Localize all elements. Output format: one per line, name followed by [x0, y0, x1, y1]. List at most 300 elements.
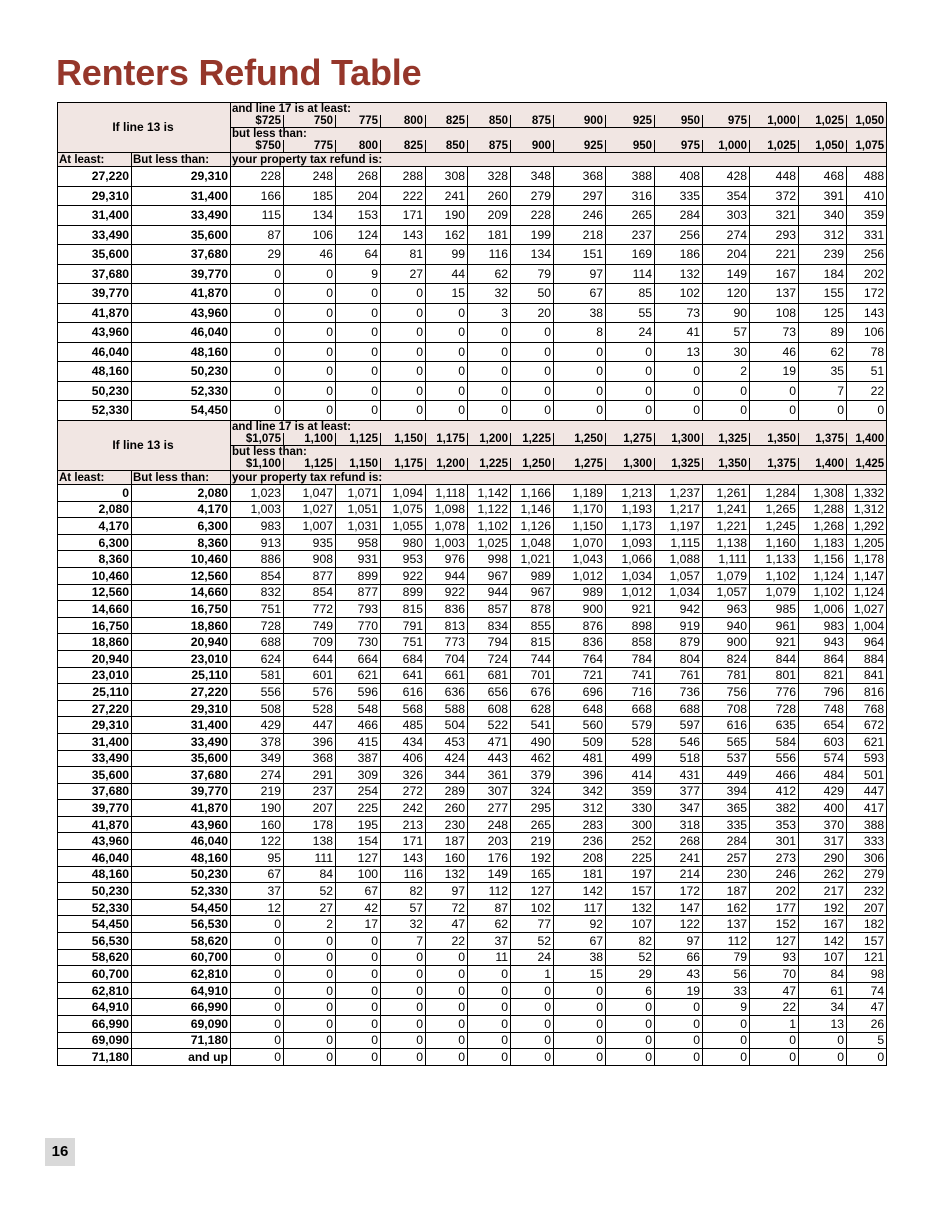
income-less-than: 27,220	[132, 684, 231, 701]
income-less-than: 37,680	[132, 245, 231, 265]
income-at-least: 60,700	[58, 966, 132, 983]
refund-value: 773	[426, 634, 468, 651]
page-number: 16	[45, 1138, 75, 1166]
refund-value: 537	[703, 750, 750, 767]
income-less-than: 46,040	[132, 323, 231, 343]
table-header	[58, 103, 887, 167]
at-least-value: 1,025	[799, 115, 847, 128]
refund-value: 518	[655, 750, 703, 767]
refund-value: 0	[655, 999, 703, 1016]
table-body	[58, 485, 887, 1066]
refund-value: 603	[799, 733, 847, 750]
refund-value: 0	[284, 1049, 336, 1066]
refund-value: 0	[381, 949, 426, 966]
refund-value: 100	[336, 866, 381, 883]
income-at-least: 18,860	[58, 634, 132, 651]
less-than-value: 1,200	[426, 458, 468, 471]
refund-value: 716	[606, 684, 655, 701]
refund-value: 791	[381, 617, 426, 634]
refund-value: 93	[750, 949, 799, 966]
refund-value: 0	[750, 1049, 799, 1066]
refund-value: 26	[847, 1016, 887, 1033]
refund-value: 219	[231, 783, 284, 800]
less-than-value: 1,075	[847, 140, 887, 153]
refund-value: 379	[511, 767, 554, 784]
refund-value: 99	[426, 245, 468, 265]
table-row	[58, 1016, 887, 1033]
at-least-value: 875	[511, 115, 554, 128]
refund-value: 209	[468, 206, 511, 226]
refund-value: 1,070	[554, 534, 606, 551]
income-at-least: 46,040	[58, 850, 132, 867]
refund-value: 499	[606, 750, 655, 767]
refund-value: 95	[231, 850, 284, 867]
income-less-than: 64,910	[132, 982, 231, 999]
income-at-least: 16,750	[58, 617, 132, 634]
refund-value: 324	[511, 783, 554, 800]
refund-value: 921	[750, 634, 799, 651]
refund-value: 0	[468, 982, 511, 999]
refund-value: 672	[847, 717, 887, 734]
refund-value: 749	[284, 617, 336, 634]
refund-value: 0	[426, 999, 468, 1016]
refund-value: 0	[606, 362, 655, 382]
refund-value: 0	[606, 1049, 655, 1066]
income-at-least: 48,160	[58, 866, 132, 883]
refund-value: 1,047	[284, 485, 336, 502]
refund-value: 241	[426, 186, 468, 206]
refund-value: 186	[655, 245, 703, 265]
refund-value: 382	[750, 800, 799, 817]
income-at-least: 29,310	[58, 186, 132, 206]
income-at-least: 41,870	[58, 303, 132, 323]
refund-value: 668	[606, 700, 655, 717]
refund-value: 134	[511, 245, 554, 265]
refund-value: 688	[655, 700, 703, 717]
refund-value: 165	[511, 866, 554, 883]
refund-value: 998	[468, 551, 511, 568]
refund-value: 0	[554, 982, 606, 999]
refund-value: 922	[381, 567, 426, 584]
refund-value: 1,093	[606, 534, 655, 551]
refund-value: 1,012	[554, 567, 606, 584]
refund-value: 1,173	[606, 518, 655, 535]
income-at-least: 50,230	[58, 883, 132, 900]
refund-value: 0	[511, 362, 554, 382]
refund-value: 122	[231, 833, 284, 850]
refund-value: 218	[554, 225, 606, 245]
refund-value: 1,142	[468, 485, 511, 502]
refund-value: 30	[703, 342, 750, 362]
refund-value: 1,166	[511, 485, 554, 502]
refund-value: 1,292	[847, 518, 887, 535]
refund-value: 0	[655, 1032, 703, 1049]
refund-value: 359	[606, 783, 655, 800]
refund-value: 0	[554, 1049, 606, 1066]
refund-value: 0	[554, 1032, 606, 1049]
less-than-value: 1,125	[284, 458, 336, 471]
income-less-than: 39,770	[132, 264, 231, 284]
refund-value: 178	[284, 816, 336, 833]
refund-table-1	[57, 102, 887, 421]
refund-value: 0	[231, 966, 284, 983]
refund-value: 864	[799, 650, 847, 667]
table-row	[58, 567, 887, 584]
less-than-value: 950	[606, 140, 655, 153]
refund-value: 277	[468, 800, 511, 817]
income-less-than: 50,230	[132, 866, 231, 883]
refund-value: 1,284	[750, 485, 799, 502]
refund-value: 92	[554, 916, 606, 933]
refund-value: 203	[468, 833, 511, 850]
refund-value: 44	[426, 264, 468, 284]
refund-value: 1,025	[468, 534, 511, 551]
refund-value: 214	[655, 866, 703, 883]
refund-value: 0	[468, 342, 511, 362]
income-less-than: 48,160	[132, 850, 231, 867]
at-least-value: 1,050	[847, 115, 887, 128]
refund-value: 0	[284, 1032, 336, 1049]
refund-value: 942	[655, 601, 703, 618]
refund-value: 0	[468, 362, 511, 382]
refund-value: 394	[703, 783, 750, 800]
table-row	[58, 186, 887, 206]
refund-value: 256	[655, 225, 703, 245]
refund-value: 391	[799, 186, 847, 206]
refund-value: 342	[554, 783, 606, 800]
refund-value: 462	[511, 750, 554, 767]
refund-value: 0	[606, 1016, 655, 1033]
at-least-value: 800	[381, 115, 426, 128]
refund-value: 62	[468, 916, 511, 933]
table-row	[58, 617, 887, 634]
refund-value: 1,147	[847, 567, 887, 584]
refund-value: 0	[231, 949, 284, 966]
refund-value: 344	[426, 767, 468, 784]
refund-value: 410	[847, 186, 887, 206]
income-at-least: 62,810	[58, 982, 132, 999]
table-row	[58, 717, 887, 734]
refund-value: 0	[655, 381, 703, 401]
income-less-than: 29,310	[132, 167, 231, 187]
refund-value: 488	[847, 167, 887, 187]
refund-value: 0	[336, 303, 381, 323]
refund-value: 187	[703, 883, 750, 900]
refund-value: 1,332	[847, 485, 887, 502]
refund-value: 0	[847, 1049, 887, 1066]
refund-value: 61	[799, 982, 847, 999]
refund-value: 0	[231, 381, 284, 401]
refund-value: 744	[511, 650, 554, 667]
refund-value: 443	[468, 750, 511, 767]
refund-value: 751	[381, 634, 426, 651]
income-less-than: 14,660	[132, 584, 231, 601]
refund-value: 62	[799, 342, 847, 362]
refund-value: 317	[799, 833, 847, 850]
refund-value: 74	[847, 982, 887, 999]
refund-value: 124	[336, 225, 381, 245]
refund-value: 574	[799, 750, 847, 767]
refund-value: 597	[655, 717, 703, 734]
refund-value: 1,138	[703, 534, 750, 551]
refund-value: 241	[655, 850, 703, 867]
refund-value: 0	[426, 381, 468, 401]
income-at-least: 27,220	[58, 700, 132, 717]
refund-value: 886	[231, 551, 284, 568]
refund-value: 1,004	[847, 617, 887, 634]
refund-value: 372	[750, 186, 799, 206]
refund-value: 15	[426, 284, 468, 304]
refund-value: 79	[703, 949, 750, 966]
refund-value: 331	[847, 225, 887, 245]
refund-value: 157	[606, 883, 655, 900]
less-than-value: 850	[426, 140, 468, 153]
table-row	[58, 584, 887, 601]
refund-value: 0	[231, 342, 284, 362]
refund-value: 1,027	[847, 601, 887, 618]
table-row	[58, 551, 887, 568]
refund-value: 641	[381, 667, 426, 684]
refund-value: 52	[284, 883, 336, 900]
refund-value: 222	[381, 186, 426, 206]
at-least-value: $725	[231, 115, 284, 128]
income-less-than: 10,460	[132, 551, 231, 568]
refund-value: 601	[284, 667, 336, 684]
refund-value: 388	[847, 816, 887, 833]
table-row	[58, 634, 887, 651]
table-row	[58, 362, 887, 382]
refund-value: 854	[231, 567, 284, 584]
table-row	[58, 1032, 887, 1049]
refund-value: 12	[231, 899, 284, 916]
refund-value: 207	[284, 800, 336, 817]
refund-value: 0	[426, 323, 468, 343]
refund-value: 378	[231, 733, 284, 750]
refund-value: 804	[655, 650, 703, 667]
refund-value: 42	[336, 899, 381, 916]
refund-value: 0	[284, 264, 336, 284]
refund-value: 246	[750, 866, 799, 883]
refund-value: 155	[799, 284, 847, 304]
refund-value: 989	[554, 584, 606, 601]
refund-value: 876	[554, 617, 606, 634]
refund-value: 508	[231, 700, 284, 717]
at-least-value: 825	[426, 115, 468, 128]
refund-value: 0	[511, 323, 554, 343]
refund-value: 0	[336, 966, 381, 983]
refund-value: 0	[426, 1032, 468, 1049]
refund-value: 854	[284, 584, 336, 601]
refund-value: 509	[554, 733, 606, 750]
refund-value: 273	[750, 850, 799, 867]
refund-value: 1,118	[426, 485, 468, 502]
table-row	[58, 401, 887, 421]
at-least-value: 850	[468, 115, 511, 128]
refund-value: 588	[426, 700, 468, 717]
income-less-than: 25,110	[132, 667, 231, 684]
refund-value: 57	[703, 323, 750, 343]
income-at-least: 52,330	[58, 899, 132, 916]
refund-value: 967	[511, 584, 554, 601]
table-row	[58, 833, 887, 850]
refund-value: 528	[606, 733, 655, 750]
refund-value: 361	[468, 767, 511, 784]
refund-value: 301	[750, 833, 799, 850]
refund-value: 0	[426, 362, 468, 382]
refund-value: 1,043	[554, 551, 606, 568]
refund-value: 584	[750, 733, 799, 750]
table-row	[58, 750, 887, 767]
refund-value: 22	[750, 999, 799, 1016]
table-row	[58, 866, 887, 883]
refund-value: 167	[750, 264, 799, 284]
refund-value: 143	[847, 303, 887, 323]
income-less-than: 33,490	[132, 733, 231, 750]
at-least-value: 1,250	[554, 433, 606, 446]
income-less-than: 60,700	[132, 949, 231, 966]
refund-value: 0	[799, 401, 847, 421]
refund-value: 1,012	[606, 584, 655, 601]
refund-value: 1,124	[847, 584, 887, 601]
refund-value: 1,034	[655, 584, 703, 601]
refund-value: 1,150	[554, 518, 606, 535]
refund-value: 0	[284, 933, 336, 950]
at-least-value: 1,300	[655, 433, 703, 446]
income-at-least: 56,530	[58, 933, 132, 950]
refund-value: 66	[655, 949, 703, 966]
income-less-than: 37,680	[132, 767, 231, 784]
refund-value: 528	[284, 700, 336, 717]
less-than-value: 800	[336, 140, 381, 153]
refund-value: 265	[606, 206, 655, 226]
refund-value: 370	[799, 816, 847, 833]
refund-value: 181	[468, 225, 511, 245]
refund-value: 1,006	[799, 601, 847, 618]
refund-value: 0	[554, 1016, 606, 1033]
refund-value: 0	[381, 303, 426, 323]
income-less-than: 56,530	[132, 916, 231, 933]
income-less-than: 23,010	[132, 650, 231, 667]
at-least-value: 1,125	[336, 433, 381, 446]
refund-value: 98	[847, 966, 887, 983]
less-than-value: 1,325	[655, 458, 703, 471]
refund-value: 0	[284, 362, 336, 382]
refund-value: 111	[284, 850, 336, 867]
refund-value: 116	[381, 866, 426, 883]
refund-value: 0	[381, 1049, 426, 1066]
refund-value: 0	[381, 342, 426, 362]
refund-value: 841	[847, 667, 887, 684]
refund-value: 721	[554, 667, 606, 684]
refund-value: 62	[468, 264, 511, 284]
less-than-value: 1,250	[511, 458, 554, 471]
refund-value: 171	[381, 833, 426, 850]
refund-value: 579	[606, 717, 655, 734]
refund-value: 0	[231, 323, 284, 343]
refund-value: 46	[284, 245, 336, 265]
refund-value: 0	[231, 264, 284, 284]
refund-value: 172	[655, 883, 703, 900]
refund-value: 106	[284, 225, 336, 245]
refund-value: 242	[381, 800, 426, 817]
less-than-value: 1,275	[554, 458, 606, 471]
refund-value: 768	[847, 700, 887, 717]
refund-value: 898	[606, 617, 655, 634]
refund-value: 608	[468, 700, 511, 717]
refund-value: 79	[511, 264, 554, 284]
refund-value: 616	[381, 684, 426, 701]
refund-value: 151	[554, 245, 606, 265]
refund-value: 568	[381, 700, 426, 717]
income-at-least: 37,680	[58, 264, 132, 284]
income-at-least: 39,770	[58, 800, 132, 817]
refund-value: 97	[655, 933, 703, 950]
refund-value: 724	[468, 650, 511, 667]
table-row	[58, 949, 887, 966]
table-row	[58, 816, 887, 833]
refund-value: 8	[554, 323, 606, 343]
table-row	[58, 381, 887, 401]
refund-value: 37	[468, 933, 511, 950]
refund-value: 504	[426, 717, 468, 734]
refund-value: 0	[606, 1032, 655, 1049]
refund-value: 417	[847, 800, 887, 817]
income-at-least: 4,170	[58, 518, 132, 535]
table-row	[58, 534, 887, 551]
refund-value: 0	[554, 342, 606, 362]
refund-value: 1,057	[655, 567, 703, 584]
refund-value: 1,205	[847, 534, 887, 551]
refund-value: 1,055	[381, 518, 426, 535]
refund-value: 289	[426, 783, 468, 800]
refund-value: 490	[511, 733, 554, 750]
less-than-value: 1,150	[336, 458, 381, 471]
refund-value: 556	[750, 750, 799, 767]
income-less-than: 71,180	[132, 1032, 231, 1049]
refund-value: 1,245	[750, 518, 799, 535]
refund-value: 0	[336, 933, 381, 950]
at-least-value: 1,325	[703, 433, 750, 446]
refund-value: 20	[511, 303, 554, 323]
refund-value: 52	[606, 949, 655, 966]
refund-value: 931	[336, 551, 381, 568]
refund-value: 794	[468, 634, 511, 651]
refund-value: 102	[511, 899, 554, 916]
refund-value: 408	[655, 167, 703, 187]
refund-value: 293	[750, 225, 799, 245]
refund-value: 728	[750, 700, 799, 717]
refund-value: 406	[381, 750, 426, 767]
income-less-than: 20,940	[132, 634, 231, 651]
refund-value: 348	[511, 167, 554, 187]
refund-value: 877	[336, 584, 381, 601]
refund-value: 961	[750, 617, 799, 634]
table-row	[58, 999, 887, 1016]
refund-value: 976	[426, 551, 468, 568]
refund-value: 884	[847, 650, 887, 667]
table-header	[58, 421, 887, 485]
refund-value: 616	[703, 717, 750, 734]
refund-value: 824	[703, 650, 750, 667]
refund-value: 0	[336, 1049, 381, 1066]
refund-value: 596	[336, 684, 381, 701]
income-at-least: 58,620	[58, 949, 132, 966]
refund-value: 832	[231, 584, 284, 601]
income-at-least: 43,960	[58, 833, 132, 850]
income-at-least: 52,330	[58, 401, 132, 421]
refund-value: 132	[655, 264, 703, 284]
at-least-value: 1,225	[511, 433, 554, 446]
